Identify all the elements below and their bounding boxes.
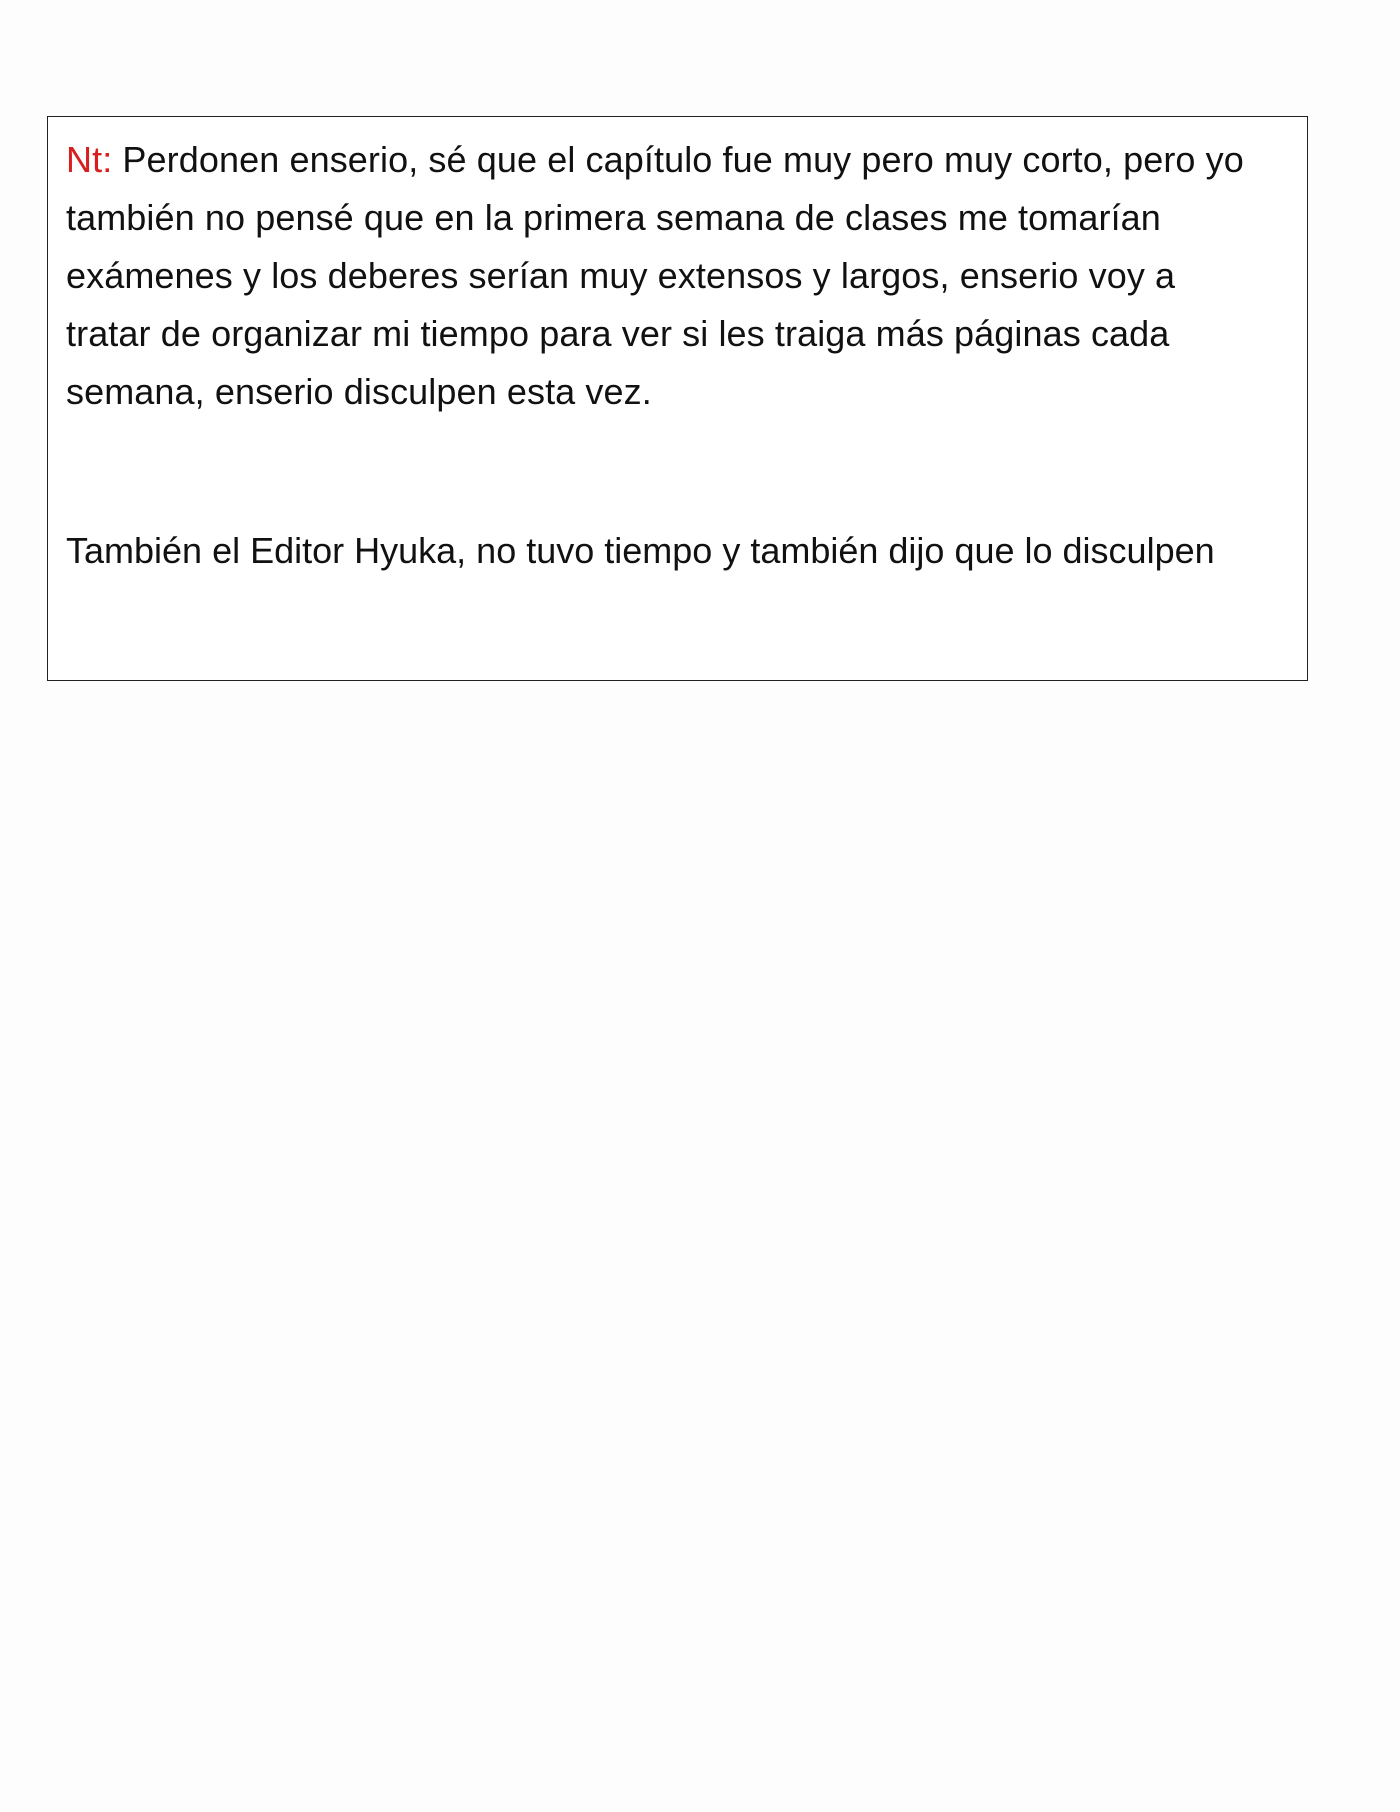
note-line-2: también no pensé que en la primera semana de clases me tomarían: [66, 197, 1161, 238]
note-box: [47, 116, 1308, 681]
note-prefix: Nt:: [66, 139, 113, 180]
note-line-5: semana, enserio disculpen esta vez.: [66, 371, 652, 412]
note-line-1: [66, 131, 1296, 189]
editor-message: También el Editor Hyuka, no tuvo tiempo y también dijo que lo disculpen: [66, 530, 1215, 571]
note-line-1-text: Perdonen enserio, sé que el capítulo fue muy pero muy corto, pero yo: [122, 139, 1244, 180]
translator-note: [66, 131, 1296, 421]
note-line-4: tratar de organizar mi tiempo para ver si les traiga más páginas cada: [66, 313, 1170, 354]
note-line-3: exámenes y los deberes serían muy extensos y largos, enserio voy a: [66, 255, 1176, 296]
